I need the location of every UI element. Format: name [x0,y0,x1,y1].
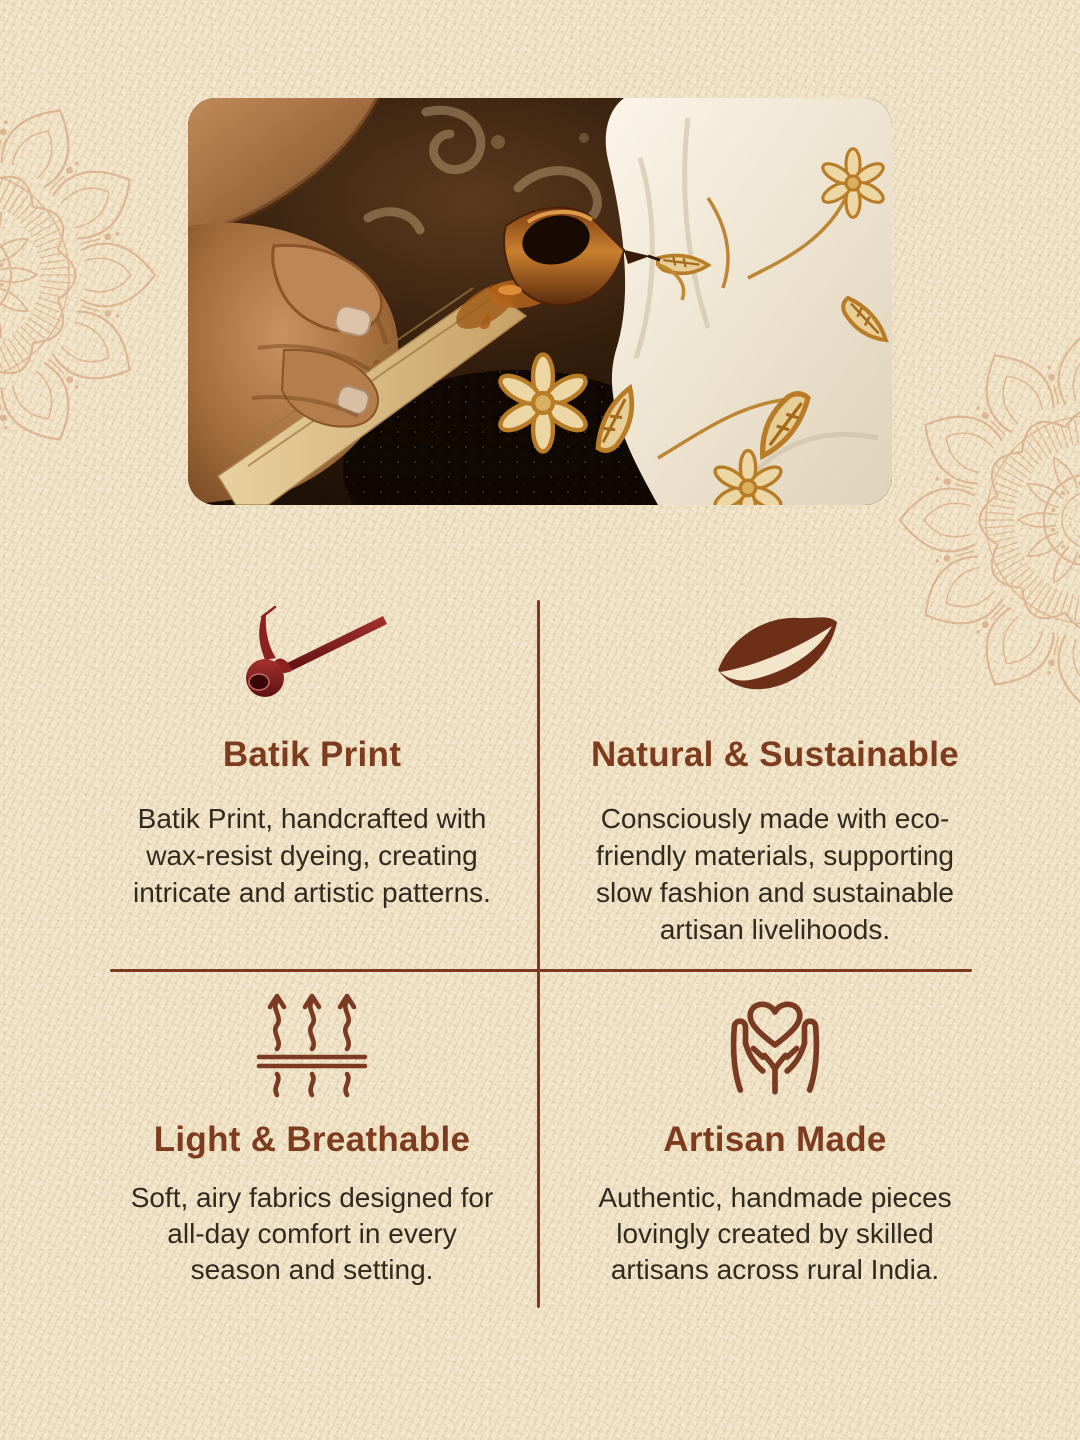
feature-title: Light & Breathable [153,1120,471,1159]
feature-description: Authentic, handmade pieces lovingly created by skilled artisans across rural India. [598,1182,952,1285]
feature-description: Batik Print, handcrafted with wax-resist dyeing, creating intricate and artistic patterns. [133,803,491,908]
divider-horizontal [110,969,972,972]
feature-batik-print [62,600,562,911]
feature-description: Soft, airy fabrics designed for all-day comfort in every season and setting. [130,1182,494,1285]
leaf-icon [710,600,840,712]
feature-description: Consciously made with eco- friendly materials, supporting slow fashion and sustainable artisan livelihoods. [595,803,954,945]
feature-artisan-made [525,985,1025,1288]
feature-title: Artisan Made [663,1120,887,1159]
hands-holding-heart-icon [723,985,827,1105]
canting-tool-icon [235,600,390,712]
hero-photo-batik-waxing [188,98,892,505]
batik-waxing-photo-illustration [188,98,892,505]
breathing-fabric-icon [253,985,371,1105]
feature-natural-sustainable [525,600,1025,948]
feature-light-breathable [62,985,562,1288]
mandala-ornament-left [0,75,165,475]
feature-title: Natural & Sustainable [590,735,960,774]
feature-title: Batik Print [222,735,402,774]
